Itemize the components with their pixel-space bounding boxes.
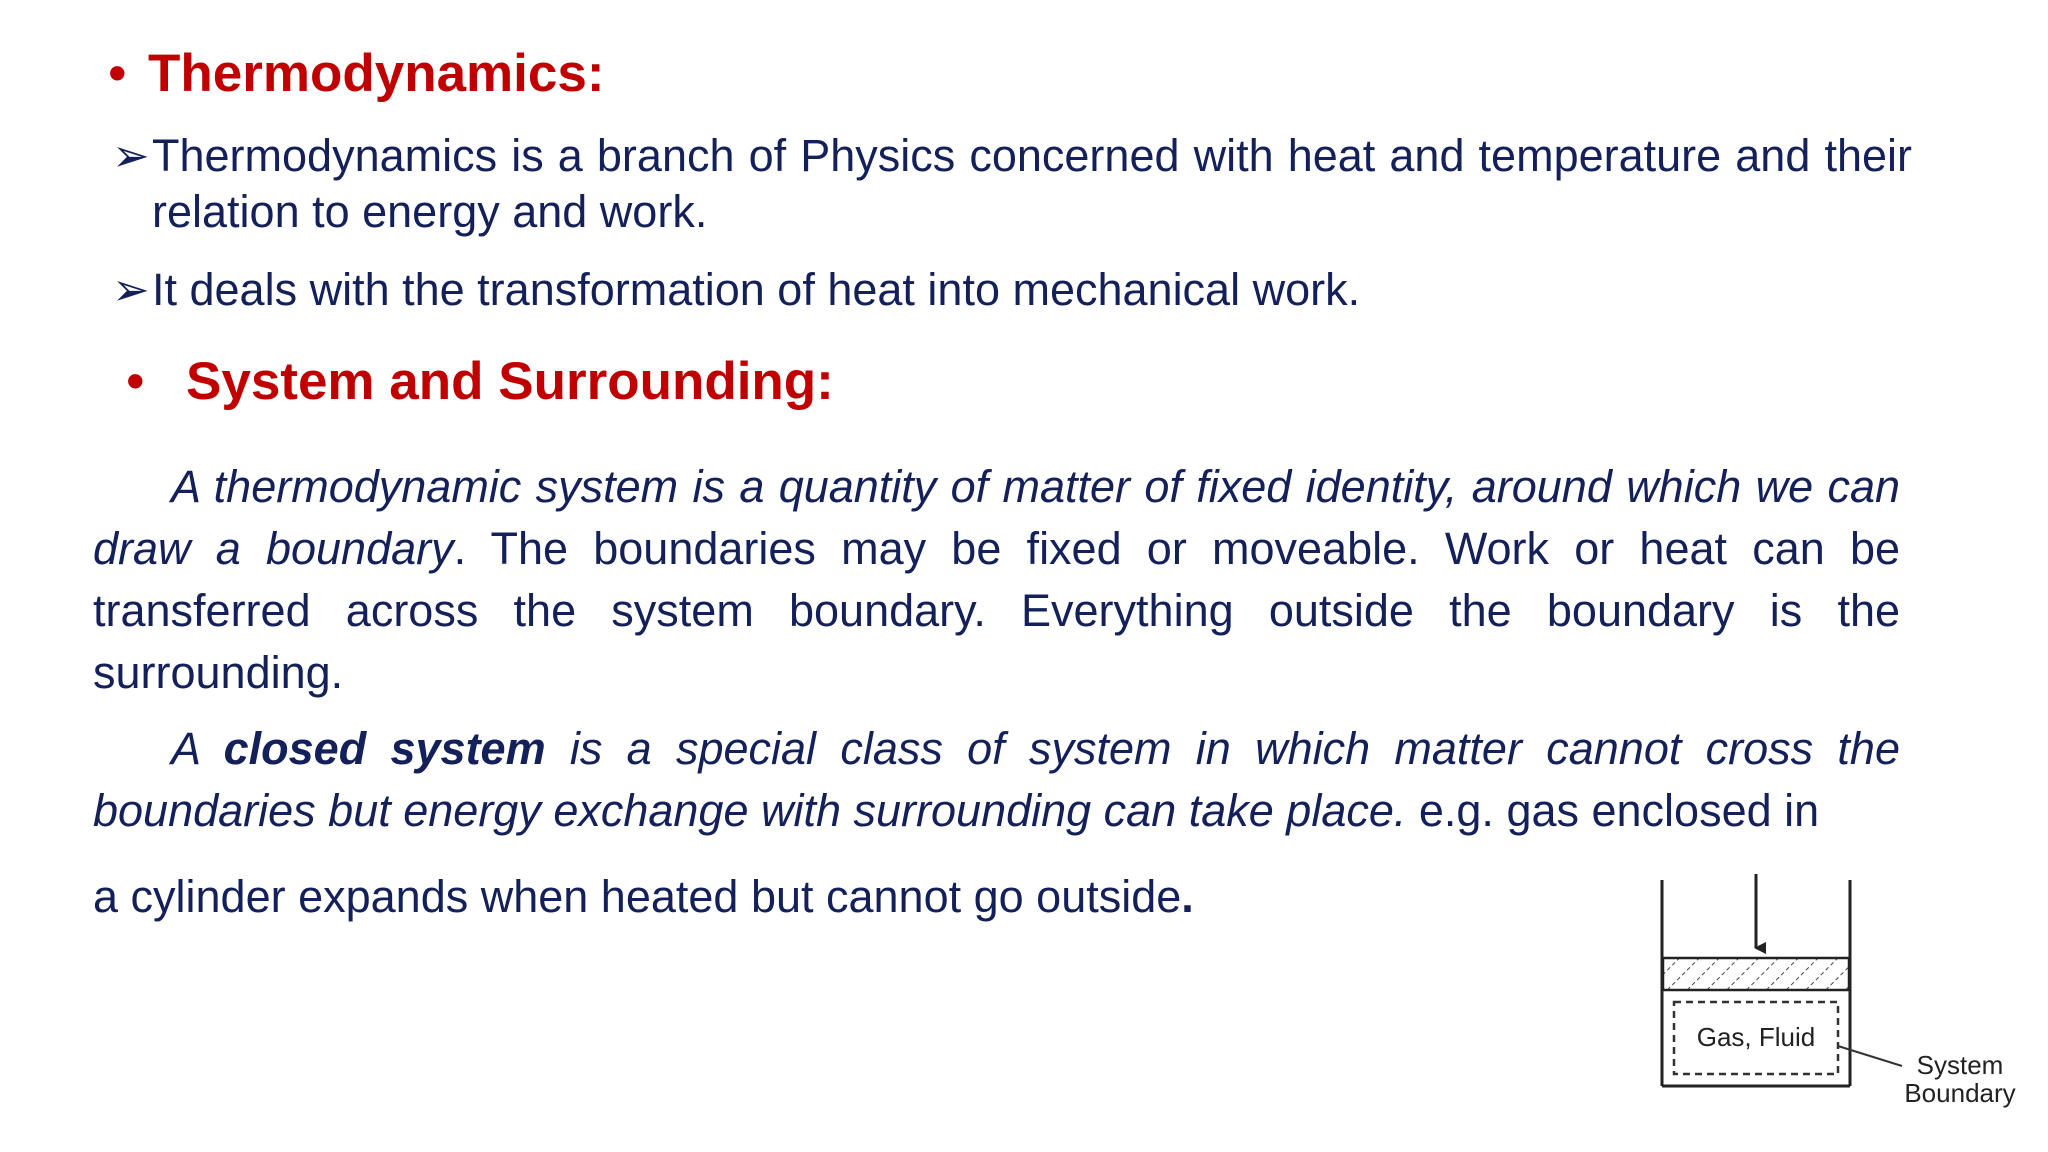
cylinder-diagram-svg <box>1650 868 2030 1108</box>
paragraph-system-definition <box>93 456 1900 704</box>
bullet-transformation <box>112 262 1912 318</box>
piston <box>1663 958 1849 990</box>
bullet-transformation-text: It deals with the transformation of heat into mechanical work. <box>152 264 1361 315</box>
closed-system-rest: e.g. gas enclosed in <box>1406 785 1820 836</box>
system-boundary-label-1: System <box>1916 1050 2004 1080</box>
paragraph-closed-system <box>93 718 1900 928</box>
boundary-leader-line <box>1838 1046 1902 1066</box>
system-surrounding-heading-text: System and Surrounding: <box>186 352 834 411</box>
arrow-bullet-icon: ➢ <box>112 130 150 181</box>
system-definition-italic: A thermodynamic system is a quantity of matter of fixed identity, around which we can draw a boundary <box>93 461 1900 574</box>
thermodynamics-heading <box>108 42 605 106</box>
bullet-definition <box>112 128 1912 240</box>
closed-system-italic-a: A <box>171 723 224 774</box>
closed-system-last-line: a cylinder expands when heated but cannot go outside <box>93 871 1182 922</box>
bullet-dot-icon: • <box>126 352 145 411</box>
arrow-bullet-icon: ➢ <box>112 264 150 315</box>
closed-system-italic-b: is a special class of system in which matter cannot cross the boundaries but energy exchange with surrounding can take place. <box>93 723 1900 836</box>
system-boundary-label-2: Boundary <box>1904 1078 2016 1108</box>
bullet-dot-icon: • <box>108 44 127 103</box>
gas-fluid-label: Gas, Fluid <box>1696 1022 1816 1052</box>
system-surrounding-heading <box>126 350 834 414</box>
closed-system-bold: closed system <box>223 723 546 774</box>
closed-system-diagram <box>1650 868 2030 1108</box>
closed-system-end-dot: . <box>1181 871 1194 922</box>
system-definition-rest: . The boundaries may be fixed or moveable. Work or heat can be transferred across the system boundary. Everything outside the boundary is the surrounding. <box>93 523 1900 698</box>
bullet-definition-text: Thermodynamics is a branch of Physics concerned with heat and temperature and their relation to energy and work. <box>152 130 1912 237</box>
thermodynamics-heading-text: Thermodynamics: <box>148 44 605 103</box>
